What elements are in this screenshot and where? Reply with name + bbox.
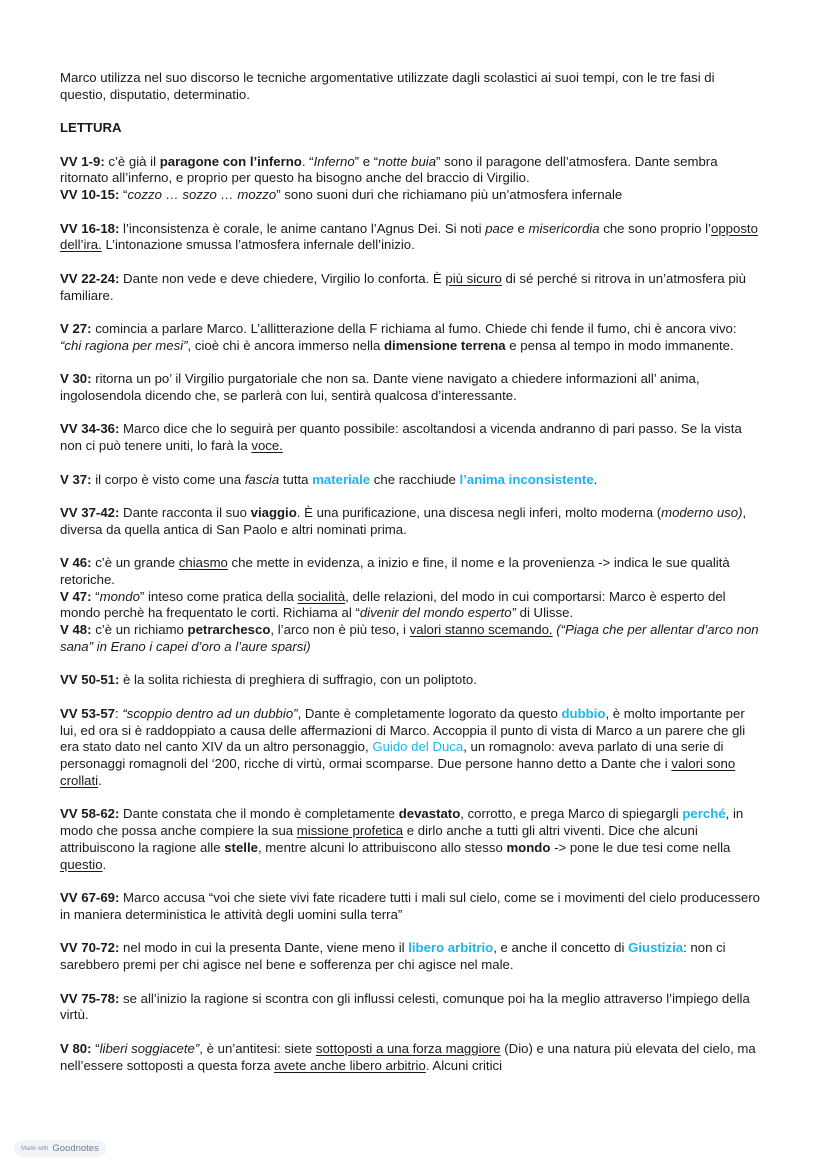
- bold-run: VV 50-51:: [60, 672, 120, 688]
- underlined-run: valori stanno scemando.: [409, 622, 553, 638]
- underlined-run: sottoposti a una forza maggiore: [315, 1040, 501, 1056]
- text-run: , delle relazioni, del modo in cui comportarsi: Marco è esperto del mondo perchè ha frequentato le corti. Richiama al “: [60, 588, 726, 621]
- underlined-run: chiasmo: [178, 555, 228, 571]
- text-run: , diversa da quella antica di San Paolo e altri nominati prima.: [60, 504, 747, 537]
- highlight-bold-run: l’anima inconsistente: [459, 471, 594, 487]
- text-run: , corrotto, e prega Marco di spiegargli: [460, 806, 683, 822]
- note-paragraph: [60, 505, 760, 539]
- italic-run: fascia: [244, 471, 280, 487]
- italic-run: cozzo … sozzo … mozzo: [127, 187, 277, 203]
- text-run: , un romagnolo: aveva parlato di una serie di personaggi romagnoli del ‘200, ricche di virtù, ormai scomparse. Due persone hanno detto a Dante che i: [60, 739, 724, 772]
- bold-run: VV 37-42:: [60, 504, 120, 520]
- bold-run: VV 58-62:: [60, 806, 120, 822]
- text-run: L’intonazione smussa l’atmosfera infernale dell’inizio.: [101, 237, 415, 253]
- text-run: e pensa al tempo in modo immanente.: [505, 337, 734, 353]
- paragraph-list: [60, 154, 760, 1075]
- text-run: c’è un richiamo: [91, 622, 188, 638]
- note-paragraph: [60, 555, 760, 589]
- bold-run: VV 34-36:: [60, 421, 120, 437]
- text-run: e dirlo anche a tutti gli altri viventi. Dice che alcuni attribuiscono la ragione alle: [60, 823, 698, 856]
- text-run: , è molto importante per lui, ed ora si è raddoppiato a causa delle affermazioni di Marco. Accoppia il punto di vista di Marco a un parere che gli era stato dato nel canto XIV da un altro personaggio,: [60, 705, 746, 755]
- bold-run: VV 22-24:: [60, 270, 120, 286]
- italic-run: moderno uso): [661, 504, 743, 520]
- underlined-run: valori sono crollati: [60, 756, 736, 789]
- notes-page: [60, 70, 760, 1074]
- italic-run: Inferno: [313, 153, 355, 169]
- note-paragraph: [60, 371, 760, 405]
- text-run: Marco accusa “voi che siete vivi fate ricadere tutti i mali sul cielo, come se i movimenti del cielo producessero in maniera deterministica le attività degli uomini sulla terra”: [60, 890, 760, 922]
- bold-run: VV 70-72:: [60, 940, 120, 956]
- text-run: . Alcuni critici: [425, 1057, 503, 1073]
- text-run: . “: [301, 153, 314, 169]
- text-run: , è un’antitesi: siete: [199, 1040, 316, 1056]
- bold-run: dimensione terrena: [383, 337, 506, 353]
- note-paragraph: [60, 271, 760, 305]
- text-run: , l’arco non è più teso, i: [270, 622, 410, 638]
- text-run: l’inconsistenza è corale, le anime cantano l’Agnus Dei. Si noti: [119, 220, 486, 236]
- note-paragraph: [60, 421, 760, 455]
- highlight-run: Guido del Duca: [372, 739, 464, 755]
- note-paragraph: [60, 672, 760, 689]
- text-run: , cioè chi è ancora immerso nella: [187, 337, 384, 353]
- highlight-bold-run: dubbio: [561, 705, 606, 721]
- text-run: nel modo in cui la presenta Dante, viene meno il: [119, 940, 409, 956]
- text-run: .: [98, 773, 102, 789]
- bold-run: V 37:: [60, 471, 92, 487]
- note-paragraph: [60, 940, 760, 974]
- text-run: c’è un grande: [91, 555, 179, 571]
- text-run: “: [91, 588, 100, 604]
- underlined-run: opposto dell’ira.: [60, 220, 758, 253]
- text-run: , e anche il concetto di: [493, 940, 629, 956]
- text-run: “: [119, 187, 128, 203]
- note-paragraph: [60, 154, 760, 188]
- section-heading: LETTURA: [60, 120, 122, 136]
- highlight-bold-run: materiale: [312, 471, 371, 487]
- text-run: -> pone le due tesi come nella: [550, 840, 731, 856]
- text-run: .: [593, 471, 598, 487]
- italic-run: liberi soggiacete”: [99, 1040, 200, 1056]
- text-run: ” sono suoni duri che richiamano più un’atmosfera infernale: [276, 187, 623, 203]
- text-run: Dante non vede e deve chiedere, Virgilio lo conforta. È: [119, 270, 446, 286]
- text-run: ” inteso come pratica della: [139, 588, 298, 604]
- italic-run: notte buia: [378, 153, 437, 169]
- note-paragraph: [60, 187, 760, 204]
- highlight-bold-run: libero arbitrio: [408, 940, 494, 956]
- note-paragraph: [60, 221, 760, 255]
- text-run: .: [102, 856, 107, 872]
- text-run: se all’inizio la ragione si scontra con gli influssi celesti, comunque poi ha la meglio attraverso l’impiego della virtù.: [60, 990, 750, 1023]
- text-run: Dante racconta il suo: [119, 504, 251, 520]
- bold-run: viaggio: [250, 504, 297, 520]
- text-run: è la solita richiesta di preghiera di suffragio, con un poliptoto.: [119, 672, 477, 688]
- bold-run: V 47:: [60, 588, 92, 604]
- note-paragraph: [60, 472, 760, 489]
- italic-run: (“Piaga che per allentar d’arco non sana” in Erano i capei d’oro a l’aure sparsi): [60, 622, 759, 655]
- text-run: che mette in evidenza, a inizio e fine, il nome e la provenienza -> indica le sue qualità retoriche.: [60, 555, 730, 587]
- made-with-badge: [14, 1140, 106, 1157]
- bold-run: VV 10-15:: [60, 187, 120, 203]
- bold-run: V 48:: [60, 622, 92, 638]
- underlined-run: socialità: [297, 588, 346, 604]
- note-paragraph: [60, 706, 760, 790]
- italic-run: divenir del mondo esperto”: [359, 605, 516, 621]
- highlight-bold-run: Giustizia: [628, 940, 684, 956]
- text-run: , Dante è completamente logorato da questo: [297, 705, 562, 721]
- text-run: tutta: [279, 471, 313, 487]
- text-run: comincia a parlare Marco. L’allitterazione della F richiama al fumo. Chiede chi fende il fumo, chi è ancora vivo:: [91, 320, 737, 336]
- bold-run: VV 1-9:: [60, 153, 105, 169]
- note-paragraph: [60, 622, 760, 656]
- underlined-run: più sicuro: [445, 270, 502, 286]
- bold-run: devastato: [398, 806, 461, 822]
- bold-run: V 80:: [60, 1040, 92, 1056]
- bold-run: paragone con l’inferno: [159, 153, 302, 169]
- text-run: Dante constata che il mondo è completamente: [119, 806, 399, 822]
- bold-run: V 30:: [60, 371, 92, 387]
- bold-run: VV 75-78:: [60, 990, 120, 1006]
- text-run: : non ci sarebbero premi per chi agisce nel bene e sofferenza per chi agisce nel male.: [60, 940, 726, 973]
- underlined-run: avete anche libero arbitrio: [274, 1057, 426, 1073]
- text-run: di Ulisse.: [515, 605, 574, 621]
- note-paragraph: [60, 806, 760, 873]
- text-run: (Dio) e una natura più elevata del cielo, ma nell’essere sottoposti a questa forza: [60, 1040, 756, 1073]
- text-run: ” sono il paragone dell’atmosfera. Dante sembra ritornato all’inferno, e proprio per questo ha bisogno anche del braccio di Virgilio.: [60, 153, 718, 186]
- badge-brand-text: Goodnotes: [52, 1143, 99, 1154]
- highlight-bold-run: perché: [682, 806, 726, 822]
- note-paragraph: [60, 991, 760, 1025]
- bold-run: VV 67-69:: [60, 890, 120, 906]
- note-paragraph: [60, 1041, 760, 1075]
- bold-run: V 27:: [60, 320, 92, 336]
- note-paragraph: [60, 890, 760, 924]
- text-run: di sé perché si ritrova in un’atmosfera più familiare.: [60, 270, 746, 303]
- bold-run: VV 53-57: [60, 705, 115, 721]
- italic-run: pace: [485, 220, 514, 236]
- italic-run: misericordia: [528, 220, 600, 236]
- text-run: e: [513, 220, 529, 236]
- underlined-run: voce.: [251, 438, 283, 454]
- text-run: , in modo che possa anche compiere la sua: [60, 806, 744, 839]
- italic-run: “chi ragiona per mesi”: [60, 337, 188, 353]
- bold-run: V 46:: [60, 555, 92, 571]
- italic-run: “scoppio dentro ad un dubbio”: [122, 705, 298, 721]
- italic-run: mondo: [99, 588, 140, 604]
- underlined-run: questio: [60, 856, 103, 872]
- text-run: Marco dice che lo seguirà per quanto possibile: ascoltandosi a vicenda andranno di pari passo. Se la vista non ci può tenere uniti, lo farà la: [60, 421, 742, 454]
- text-run: . È una purificazione, una discesa negli inferi, molto moderna (: [296, 504, 662, 520]
- text-run: “: [91, 1040, 100, 1056]
- bold-run: mondo: [506, 840, 551, 856]
- intro-paragraph: Marco utilizza nel suo discorso le tecniche argomentative utilizzate dagli scolastici ai suoi tempi, con le tre fasi di questio, disputatio, determinatio.: [60, 70, 715, 102]
- note-paragraph: [60, 589, 760, 623]
- bold-run: stelle: [224, 840, 258, 856]
- note-paragraph: [60, 321, 760, 355]
- text-run: :: [115, 705, 123, 721]
- bold-run: VV 16-18:: [60, 220, 120, 236]
- underlined-run: missione profetica: [296, 823, 404, 839]
- bold-run: petrarchesco: [187, 622, 271, 638]
- text-run: , mentre alcuni lo attribuiscono allo stesso: [257, 840, 507, 856]
- text-run: c’è già il: [104, 153, 160, 169]
- text-run: che sono proprio l’: [599, 220, 711, 236]
- badge-small-text: Made with: [21, 1145, 49, 1152]
- text-run: che racchiude: [370, 471, 460, 487]
- text-run: ritorna un po’ il Virgilio purgatoriale che non sa. Dante viene navigato a chiedere informazioni all’ anima, ingolosendola dicendo che, se parlerà con lui, sentirà qualcosa d’interessante.: [60, 371, 700, 403]
- text-run: ” e “: [354, 153, 379, 169]
- text-run: il corpo è visto come una: [91, 471, 245, 487]
